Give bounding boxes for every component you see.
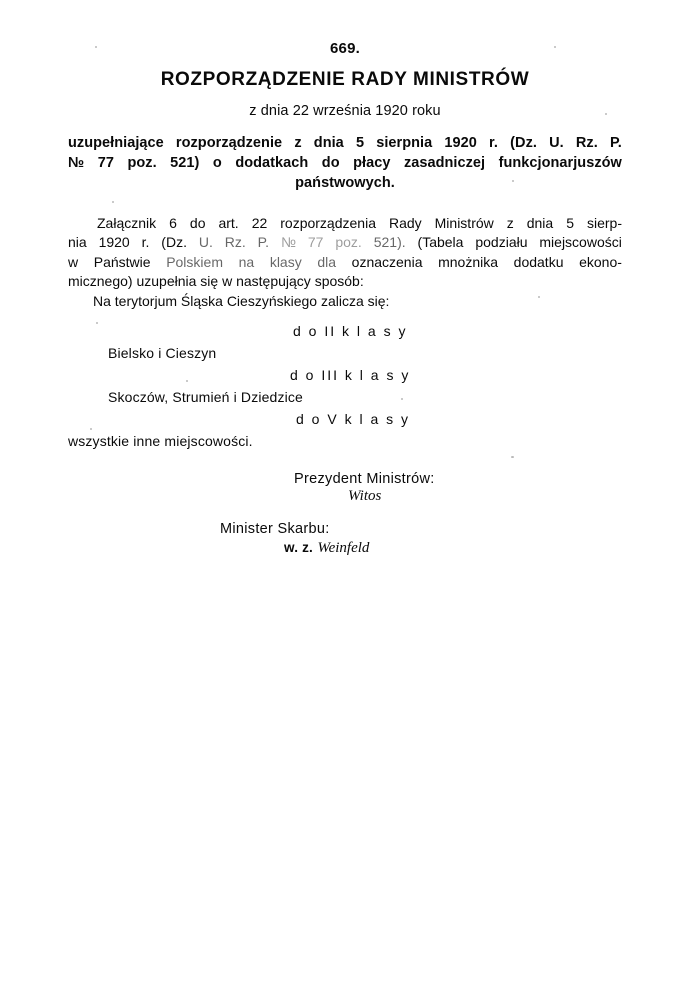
subtitle-word: do [321,155,340,171]
class-towns-ii: Bielsko i Cieszyn [108,345,217,362]
body-word: na [238,253,255,270]
president-signature: Witos [348,488,382,505]
body-word: w [68,253,79,270]
subtitle-word: 5 [355,135,365,151]
class-towns-iii: Skoczów, Strumień i Dziedzice [108,389,303,406]
signature-block [68,471,622,557]
body-word: podziału [475,234,528,251]
body-word: dodatku [513,253,564,270]
body-word: Rz. [224,234,246,251]
subtitle-word: r. [489,135,499,151]
body-word: 5 [566,215,574,231]
body-word: № [280,234,296,251]
subtitle-word: Rz. [575,135,598,151]
body-paragraph [68,214,622,292]
class-towns-v: wszystkie inne miejscowości. [68,433,253,450]
subtitle-line-3: państwowych. [295,175,395,191]
body-word: nia [68,234,87,251]
body-word: do [189,215,206,231]
subtitle-word: z [294,135,302,151]
class-listing [68,320,622,452]
body-word: Załącznik [97,215,157,231]
subtitle-word: zasadniczej [403,155,486,171]
class-heading-ii: d o II k l a s y [293,323,408,340]
subtitle-word: sierpnia [376,135,433,151]
class-heading-iii: d o III k l a s y [290,367,411,384]
body-word: 22 [251,215,268,231]
body-word: 77 [307,234,324,251]
body-line-2 [68,233,622,252]
minister-signature-row [68,539,622,557]
subtitle-word: (Dz. [510,135,537,151]
body-word: sierp- [586,215,622,231]
body-word: U. [198,234,213,251]
subtitle-word: dnia [313,135,344,151]
subtitle-word: 521) [170,155,200,171]
body-word: Rady [388,215,422,231]
subtitle-line-2 [68,153,622,173]
body-word: Polskiem [166,253,223,270]
subtitle-word: 1920 [444,135,477,151]
body-word: P. [257,234,270,251]
body-line-1 [68,214,622,233]
subtitle-word: funkcjonarjuszów [498,155,622,171]
body-word: dla [317,253,337,270]
subtitle-word: № [68,155,85,171]
body-word: (Tabela [417,234,464,251]
subtitle-word: uzupełniające [68,135,164,151]
subtitle-word: 77 [97,155,114,171]
act-date-line: z dnia 22 września 1920 roku [249,103,441,119]
body-line-3 [68,253,622,272]
body-word: ekono- [579,253,622,270]
president-role: Prezydent Ministrów: [294,471,435,488]
act-number: 669. [330,40,360,57]
body-word: dnia [526,215,554,231]
body-line-4: micznego) uzupełnia się w następujący sposób: [68,273,364,290]
body-line-territory: Na terytorjum Śląska Cieszyńskiego zalicza się: [93,292,390,309]
minister-role: Minister Skarbu: [220,521,330,538]
body-word: miejscowości [539,234,622,251]
body-word: r. [141,234,150,251]
subtitle-line-1 [68,133,622,153]
minister-signature-prefix: w. z. [284,540,314,556]
act-subtitle [68,133,622,193]
subtitle-word: rozporządzenie [175,135,283,151]
class-heading-v: d o V k l a s y [296,411,411,428]
body-word: oznaczenia [351,253,423,270]
subtitle-word: płacy [353,155,391,171]
body-word: poz. [335,234,362,251]
body-word: 1920 [98,234,130,251]
body-word: klasy [269,253,302,270]
body-word: 521). [373,234,406,251]
body-word: art. [218,215,239,231]
subtitle-word: U. [549,135,564,151]
subtitle-word: P. [609,135,622,151]
subtitle-word: o [212,155,222,171]
body-word: Ministrów [434,215,494,231]
body-word: mnożnika [438,253,499,270]
body-word: (Dz. [161,234,187,251]
body-word: z [506,215,514,231]
subtitle-word: poz. [127,155,157,171]
body-word: Państwie [93,253,151,270]
subtitle-word: dodatkach [235,155,309,171]
minister-signature: Weinfeld [317,540,370,557]
act-title: ROZPORZĄDZENIE RADY MINISTRÓW [160,69,530,90]
body-word: 6 [169,215,177,231]
body-word: rozporządzenia [280,215,376,231]
document-content [68,40,622,557]
